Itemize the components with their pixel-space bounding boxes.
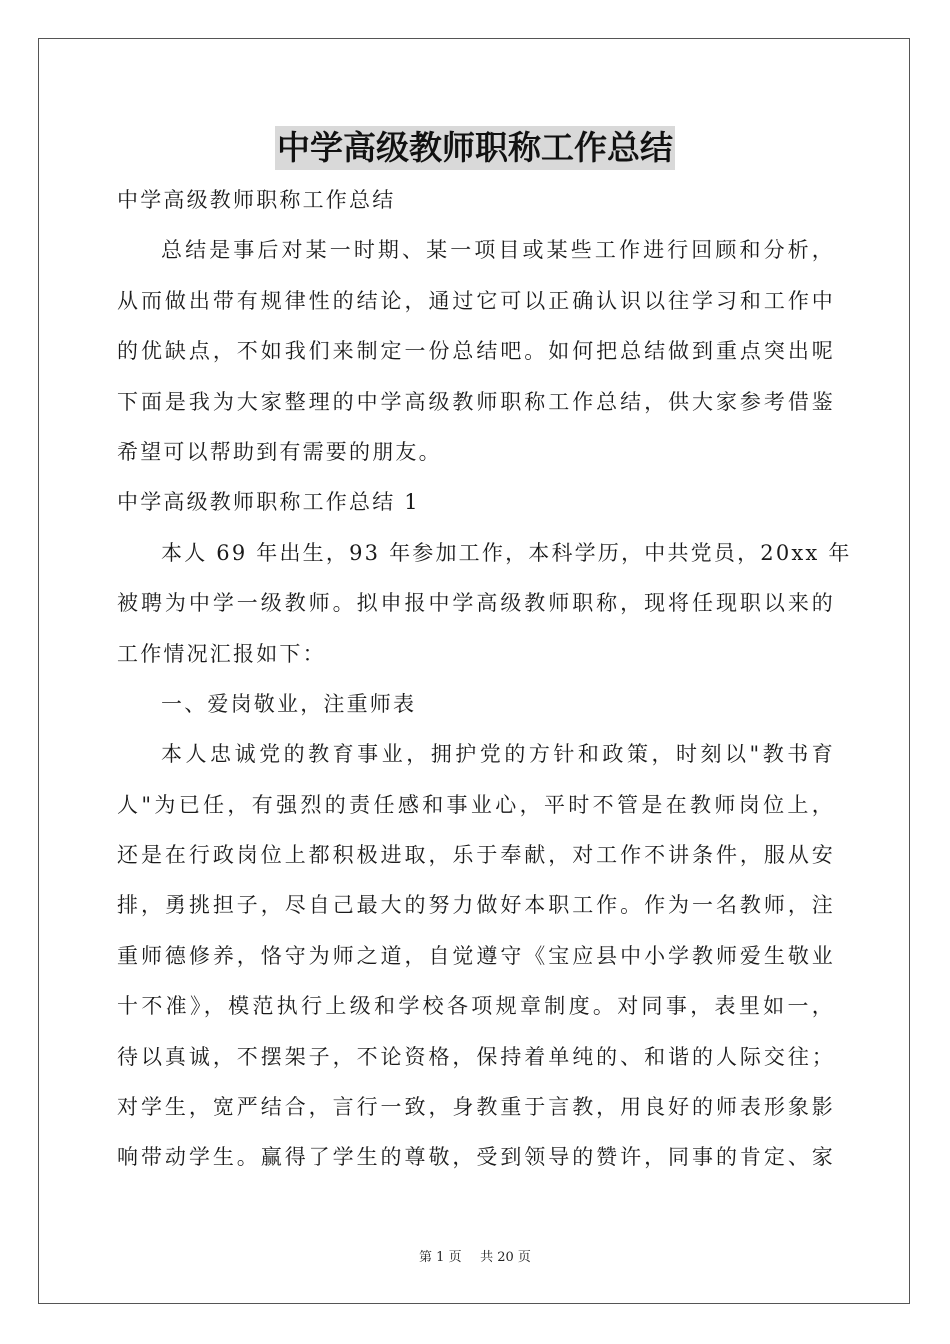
text-line: 待以真诚，不摆架子，不论资格，保持着单纯的、和谐的人际交往； [117, 1044, 835, 1069]
text-line: 还是在行政岗位上都积极进取，乐于奉献，对工作不讲条件，服从安 [117, 843, 835, 868]
text-line: 一、爱岗敬业，注重师表 [161, 691, 417, 716]
text-line: 人"为已任，有强烈的责任感和事业心，平时不管是在教师岗位上， [117, 792, 835, 817]
document-title: 中学高级教师职称工作总结 [275, 126, 675, 170]
text-line: 总结是事后对某一时期、某一项目或某些工作进行回顾和分析， [161, 238, 835, 263]
text-line: 中学高级教师职称工作总结 [117, 188, 396, 212]
text-line: 十不准》，模范执行上级和学校各项规章制度。对同事，表里如一， [117, 994, 835, 1019]
text-line: 的优缺点，不如我们来制定一份总结吧。如何把总结做到重点突出呢 [117, 339, 835, 364]
text-line: 从而做出带有规律性的结论，通过它可以正确认识以往学习和工作中 [117, 288, 835, 313]
page-total: 共 20 页 [480, 1250, 531, 1265]
text-line: 响带动学生。赢得了学生的尊敬，受到领导的赞许，同事的肯定、家 [117, 1145, 835, 1170]
page-footer [0, 1246, 950, 1265]
text-line: 对学生，宽严结合，言行一致，身教重于言教，用良好的师表形象影 [117, 1095, 835, 1120]
text-line: 中学高级教师职称工作总结 1 [117, 490, 420, 515]
document-body [117, 180, 852, 1188]
text-line: 本人 69 年出生，93 年参加工作，本科学历，中共党员，20xx 年 [161, 540, 852, 565]
text-line: 下面是我为大家整理的中学高级教师职称工作总结，供大家参考借鉴 [117, 389, 835, 414]
page-number: 第 1 页 [419, 1250, 462, 1265]
text-line: 排，勇挑担子，尽自己最大的努力做好本职工作。作为一名教师，注 [117, 893, 835, 918]
text-line: 重师德修养，恪守为师之道，自觉遵守《宝应县中小学教师爱生敬业 [117, 943, 835, 968]
title-container [0, 126, 950, 170]
text-line: 本人忠诚党的教育事业，拥护党的方针和政策，时刻以"教书育 [161, 742, 835, 767]
text-line: 工作情况汇报如下： [117, 641, 326, 666]
text-line: 希望可以帮助到有需要的朋友。 [117, 439, 442, 464]
text-line: 被聘为中学一级教师。拟申报中学高级教师职称，现将任现职以来的 [117, 591, 835, 616]
